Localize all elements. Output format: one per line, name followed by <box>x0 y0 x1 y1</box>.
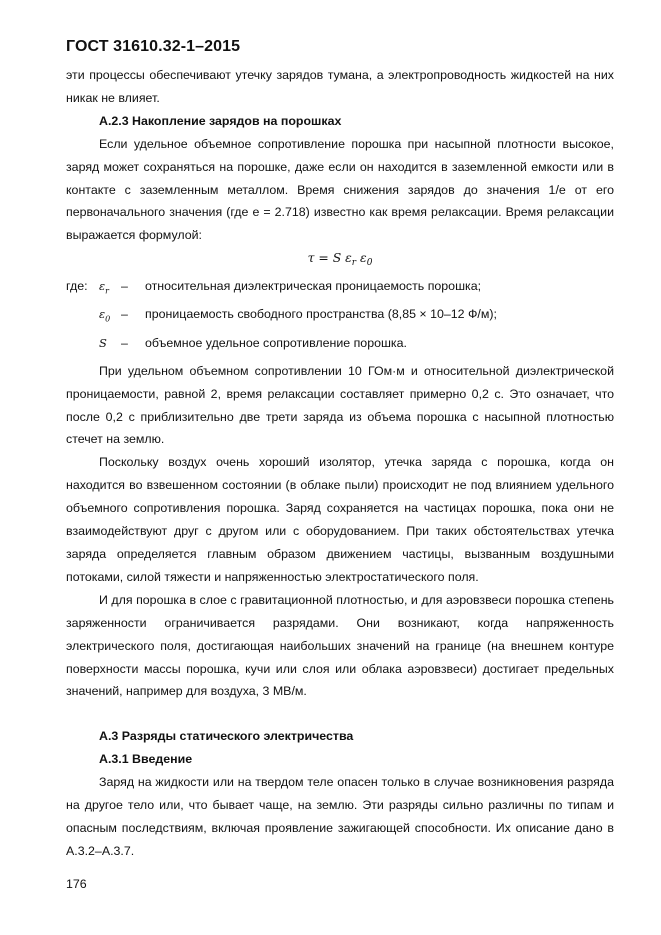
definition-row <box>66 275 614 303</box>
relaxation-formula <box>66 247 614 275</box>
document-header: ГОСТ 31610.32-1–2015 <box>66 38 241 55</box>
definition-symbol: $\varepsilon_r$ <box>99 279 109 296</box>
formula-lhs: τ = S ε <box>307 250 352 266</box>
formula-mid: ε <box>356 250 367 266</box>
formula-sub-0: 0 <box>366 258 373 269</box>
definition-symbol: S <box>99 335 107 350</box>
section-heading-a-3-1: А.3.1 Введение <box>99 752 193 767</box>
section-heading-a-2-3: А.2.3 Накопление зарядов на порошках <box>99 113 342 128</box>
paragraph-introduction: Заряд на жидкости или на твердом теле опасен только в случае возникновения разряда на другое тело или, что бывает чаще, на землю. Эти разряды сильно различны по типам и опасным последствиям, включая проявление зажигающей способности. Их описание дано в А.3.2–А.3.7. <box>66 775 614 858</box>
paragraph-discharge-limit: И для порошка в слое с гравитационной плотностью, и для аэровзвеси порошка степень заряженности ограничивается разрядами. Они возникают, когда напряженность электрического поля, достигающая наибольших значений на границе (на внешнем контуре поверхности массы порошка, кучи или слоя или облака аэровзвеси) достигает предельных значений, например для воздуха, 3 МВ/м. <box>66 592 614 699</box>
definition-text: объемное удельное сопротивление порошка. <box>145 335 407 350</box>
definition-text: проницаемость свободного пространства (8,85 × 10–12 Ф/м); <box>145 307 497 322</box>
paragraph-relaxation: Если удельное объемное сопротивление порошка при насыпной плотности высокое, заряд может сохраняться на порошке, даже если он находится в заземленной емкости или в контакте с заземленным металлом. Время снижения зарядов до значения 1/e от его первоначального значения (где e = 2.718) известно как время релаксации. Время релаксации выражается формулой: <box>66 136 614 243</box>
formula-sub-r: r <box>351 258 357 269</box>
paragraph-continuation: эти процессы обеспечивают утечку зарядов тумана, а электропроводность жидкостей на них никак не влияет. <box>66 68 614 105</box>
definition-dash: – <box>121 335 128 350</box>
page-number: 176 <box>66 877 87 891</box>
definition-symbol: $\varepsilon_0$ <box>99 307 111 324</box>
where-label: где: <box>66 279 88 294</box>
paragraph-airborne: Поскольку воздух очень хороший изолятор, утечка заряда с порошка, когда он находится во взвешенном состоянии (в облаке пыли) происходит не под влиянием удельного объемного сопротивления порошка. Заряд сохраняется на частицах порошка, пока они не взаимодействуют друг с другом или с оборудованием. При таких обстоятельствах утечка заряда определяется главным образом движением частицы, вызванным воздушными потоками, силой тяжести и напряженностью электростатического поля. <box>66 455 614 584</box>
definition-dash: – <box>121 307 128 322</box>
definition-row <box>66 303 614 331</box>
page-body <box>66 64 614 863</box>
section-heading-a-3: А.3 Разряды статического электричества <box>99 729 354 744</box>
definition-row <box>66 332 614 360</box>
definition-text: относительная диэлектрическая проницаемость порошка; <box>145 279 482 294</box>
paragraph-example: При удельном объемном сопротивлении 10 ГОм·м и относительной диэлектрической проницаемости, равной 2, время релаксации составляет примерно 0,2 с. Это означает, что после 0,2 с приблизительно две трети заряда из объема порошка с насыпной плотностью стечет на землю. <box>66 363 614 447</box>
definition-dash: – <box>121 279 128 294</box>
definitions-list <box>66 275 614 360</box>
